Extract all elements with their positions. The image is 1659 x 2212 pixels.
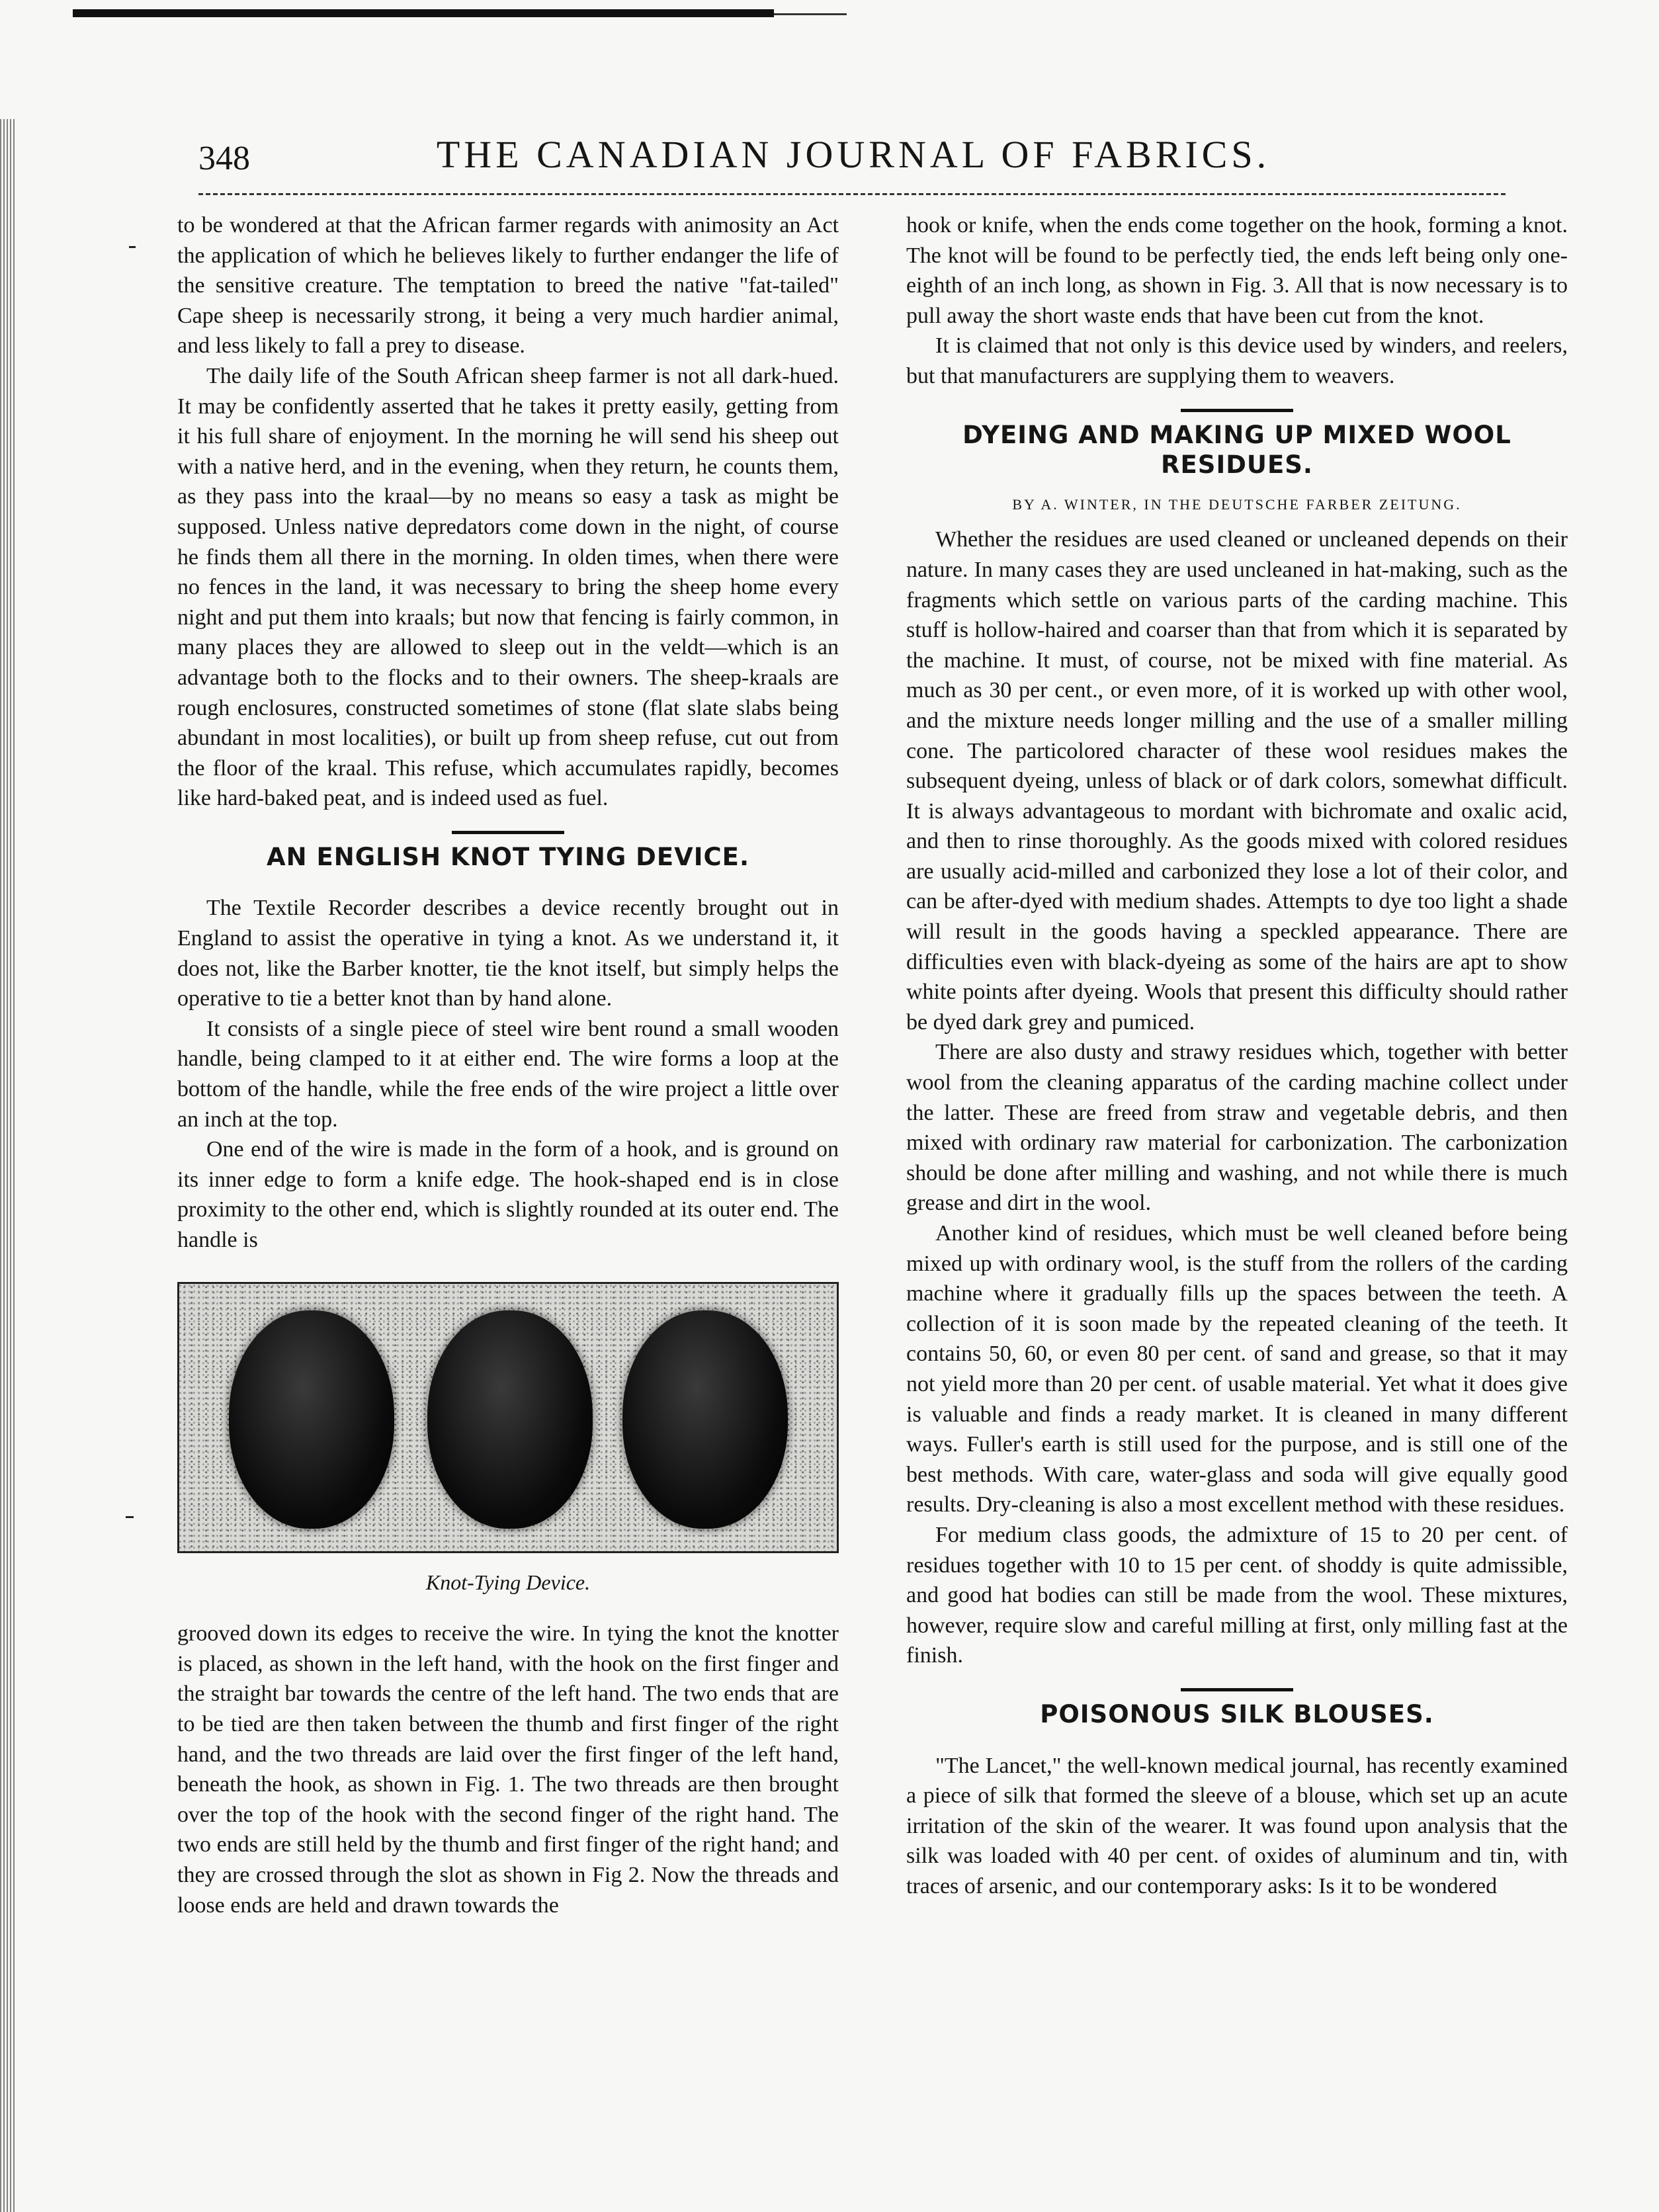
article-paragraph: grooved down its edges to receive the wire. In tying the knot the knotter is placed, as shown in the left hand, with the hook on the first finger and the straight bar towards the centre of the left hand. The two ends that are to be tied are then taken between the thumb and first finger of the right hand, and the two threads are laid over the first finger of the left hand, beneath the hook, as shown in Fig. 1. The two threads are then brought over the top of the hook with the second finger of the right hand. The two ends are still held by the thumb and first finger of the right hand; and they are crossed through the slot as shown in Fig 2. Now the threads and loose ends are held and drawn towards the [177,1621,839,1918]
article-paragraph: One end of the wire is made in the form of a hook, and is ground on its inner edge to form a knife edge. The hook-shaped end is in close proximity to the other end, which is slightly rounded at its outer end. The handle is [177,1137,839,1252]
section-divider [1181,1688,1293,1691]
left-column [177,210,839,1920]
article-paragraph: Whether the residues are used cleaned or uncleaned depends on their nature. In many cases they are used uncleaned in hat-making, such as the fragments which settle on various parts of the carding machine. This stuff is hollow-haired and coarser than that from which it is separated by the machine. It must, of course, not be mixed with fine material. As much as 30 per cent., or even more, of it is worked up with other wool, and the mixture needs longer milling and the use of a smaller milling cone. The particolored character of these wool residues makes the subsequent dyeing, unless of black or of dark colors, somewhat difficult. It is always advantageous to mordant with bichromate and oxalic acid, and then to rinse thoroughly. As the goods mixed with colored residues are usually acid-milled and carbonized they lose a lot of their color, and can be after-dyed with medium shades. Attempts to dye too light a shade will result in the goods having a speckled appearance. There are difficulties even with black-dyeing as some of the hairs are apt to show white points after dyeing. Wools that present this difficulty should rather be dyed dark grey and pumiced. [906,527,1568,1035]
section-title-dyeing: DYEING AND MAKING UP MIXED WOOL RESIDUES. [962,420,1511,480]
top-border-rule [73,9,774,17]
section-title-knot-device: AN ENGLISH KNOT TYING DEVICE. [266,842,750,871]
figure-caption: Knot-Tying Device. [425,1570,591,1594]
article-paragraph: The daily life of the South African sheep farmer is not all dark-hued. It may be confidently asserted that he takes it pretty easily, getting from it his full share of enjoyment. In the morning he will send his sheep out with a native herd, and in the evening, when they return, he counts them, as they pass into the kraal—by no means so easy a task as might be supposed. Unless native depredators come down in the night, of course he finds them all there in the morning. In olden times, when there were no fences in the land, it was necessary to bring the sheep home every night and put them into kraals; but now that fencing is fairly common, in many places they are allowed to sleep out in the veldt—which is an advantage both to the flocks and to their owners. The sheep-kraals are rough enclosures, constructed sometimes of stone (flat slate slabs being abundant in most localities), or built up from sheep refuse, cut out from the floor of the kraal. This refuse, which accumulates rapidly, becomes like hard-baked peat, and is indeed used as fuel. [177,363,839,811]
margin-mark [126,1516,134,1518]
page-binding-edge [0,119,15,2212]
article-paragraph: The Textile Recorder describes a device recently brought out in England to assist the operative in tying a knot. As we understand it, it does not, like the Barber knotter, tie the knot itself, but simply helps the operative to tie a better knot than by hand alone. [177,896,839,1011]
margin-mark [129,246,136,248]
section-divider [452,831,564,834]
page-number: 348 [198,140,250,177]
article-paragraph: It is claimed that not only is this device used by winders, and reelers, but that manufacturers are supplying them to weavers. [906,333,1568,388]
article-paragraph: For medium class goods, the admixture of 15 to 20 per cent. of residues together with 10 to 15 per cent. of shoddy is quite admissible, and good hat bodies can still be made from the wool. These mixtures, however, require slow and careful milling at first, only milling fast at the finish. [906,1522,1568,1668]
right-column [906,210,1568,1901]
section-divider [1181,409,1293,412]
knot-photo-1 [229,1310,394,1529]
header-rule [198,193,1508,195]
article-paragraph: It consists of a single piece of steel wire bent round a small wooden handle, being clamped to it at either end. The wire forms a loop at the bottom of the handle, while the free ends of the wire project a little over an inch at the top. [177,1016,839,1132]
page-header [198,132,1508,185]
article-paragraph: hook or knife, when the ends come together on the hook, forming a knot. The knot will be found to be perfectly tied, the ends left being only one-eighth of an inch long, as shown in Fig. 3. All that is now necessary is to pull away the short waste ends that have been cut from the knot. [906,213,1568,328]
article-paragraph: to be wondered at that the African farmer regards with animosity an Act the application of which he believes likely to further endanger the life of the sensitive creature. The temptation to breed the native "fat-tailed" Cape sheep is necessarily strong, it being a very much hardier animal, and less likely to fall a prey to disease. [177,213,839,359]
section-title-silk-blouses: POISONOUS SILK BLOUSES. [1040,1699,1434,1728]
top-border-rule-fragment [774,13,847,15]
knot-photo-3 [622,1310,788,1529]
article-paragraph: There are also dusty and strawy residues which, together with better wool from the cleaning apparatus of the carding machine collect under the latter. These are freed from straw and vegetable debris, and then mixed with ordinary raw material for carbonization. The carbonization should be done after milling and washing, and not while there is much grease and dirt in the wool. [906,1040,1568,1216]
journal-title: THE CANADIAN JOURNAL OF FABRICS. [436,133,1271,176]
knot-tying-device-figure [177,1282,839,1553]
article-paragraph: "The Lancet," the well-known medical journal, has recently examined a piece of silk that formed the sleeve of a blouse, which set up an acute irritation of the skin of the wearer. It was found upon analysis that the silk was loaded with 40 per cent. of oxides of aluminum and tin, with traces of arsenic, and our contemporary asks: Is it to be wondered [906,1753,1568,1898]
article-byline: BY A. WINTER, IN THE DEUTSCHE FARBER ZEITUNG. [1012,495,1462,513]
knot-photo-2 [427,1310,593,1529]
article-paragraph: Another kind of residues, which must be well cleaned before being mixed up with ordinary wool, is the stuff from the rollers of the carding machine where it gradually fills up the spaces between the teeth. A collection of it is soon made by the repeated cleaning of the teeth. It contains 50, 60, or even 80 per cent. of sand and grease, so that it may not yield more than 20 per cent. of usable material. Yet what it does give is valuable and finds a ready market. It is cleaned in many different ways. Fuller's earth is still used for the purpose, and is still one of the best methods. With care, water-glass and soda will give equally good results. Dry-cleaning is also a most excellent method with these residues. [906,1221,1568,1517]
